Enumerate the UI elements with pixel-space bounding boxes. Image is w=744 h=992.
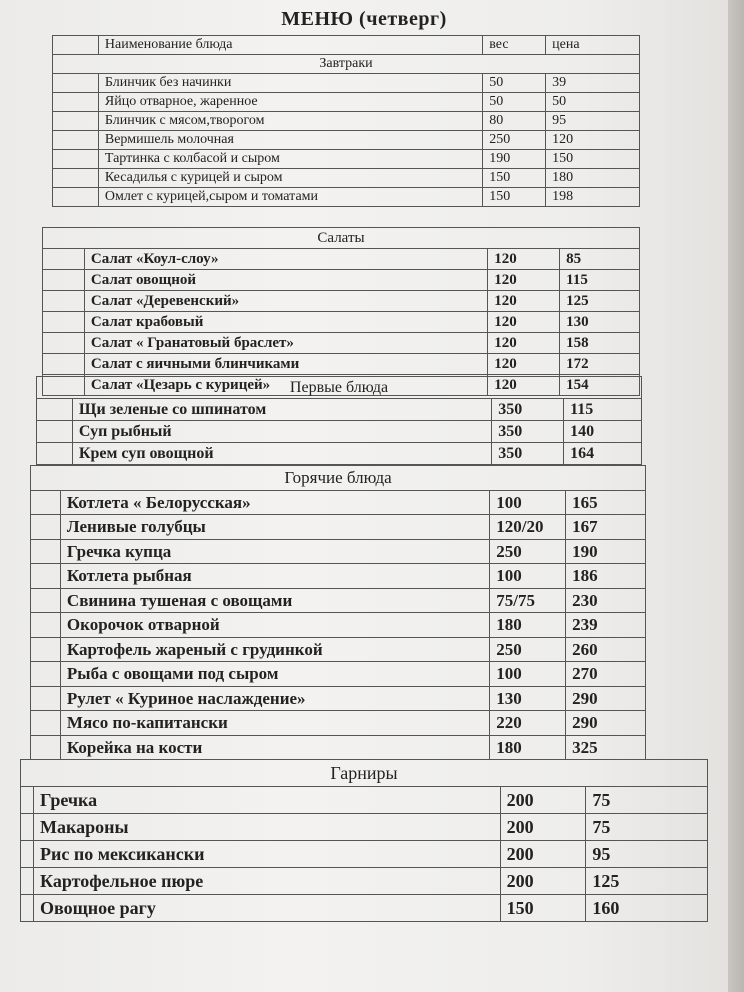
header-price: цена [546, 36, 640, 55]
item-name: Свинина тушеная с овощами [60, 588, 489, 613]
item-name: Корейка на кости [60, 735, 489, 760]
empty-cell [31, 735, 61, 760]
item-name: Вермишель молочная [98, 131, 482, 150]
menu-item-row [31, 637, 646, 662]
item-price: 150 [546, 150, 640, 169]
item-price: 270 [566, 662, 646, 687]
menu-item-row [21, 814, 708, 841]
item-weight: 250 [490, 637, 566, 662]
item-name: Макароны [34, 814, 501, 841]
item-price: 186 [566, 564, 646, 589]
section-title: Завтраки [53, 55, 640, 74]
item-price: 165 [566, 490, 646, 515]
menu-item-row [43, 333, 640, 354]
item-price: 260 [566, 637, 646, 662]
item-name: Овощное рагу [34, 895, 501, 922]
menu-item-row [43, 249, 640, 270]
item-weight: 120 [488, 312, 560, 333]
menu-item-row [43, 312, 640, 333]
item-name: Кесадилья с курицей и сыром [98, 169, 482, 188]
item-name: Мясо по-капитански [60, 711, 489, 736]
item-weight: 350 [492, 399, 564, 421]
empty-cell [21, 814, 34, 841]
item-price: 125 [586, 868, 708, 895]
sheet-edge [728, 0, 744, 992]
item-price: 50 [546, 93, 640, 112]
menu-item-row [53, 150, 640, 169]
item-weight: 120 [488, 249, 560, 270]
item-name: Котлета « Белорусская» [60, 490, 489, 515]
menu-item-row [21, 895, 708, 922]
item-weight: 150 [483, 188, 546, 207]
item-name: Котлета рыбная [60, 564, 489, 589]
empty-cell [31, 588, 61, 613]
item-weight: 150 [500, 895, 586, 922]
item-price: 115 [560, 270, 640, 291]
menu-item-row [37, 443, 642, 465]
menu-item-row [53, 169, 640, 188]
item-name: Салат овощной [84, 270, 487, 291]
item-price: 120 [546, 131, 640, 150]
item-weight: 120/20 [490, 515, 566, 540]
empty-cell [43, 312, 85, 333]
empty-cell [43, 270, 85, 291]
menu-item-row [43, 354, 640, 375]
item-name: Салат крабовый [84, 312, 487, 333]
item-name: Окорочок отварной [60, 613, 489, 638]
item-price: 230 [566, 588, 646, 613]
item-name: Салат «Цезарь с курицей» [84, 375, 487, 396]
item-price: 172 [560, 354, 640, 375]
salads-table [42, 227, 640, 396]
item-name: Яйцо отварное, жаренное [98, 93, 482, 112]
section-title: Гарниры [21, 760, 708, 787]
item-name: Салат «Деревенский» [84, 291, 487, 312]
hot-dishes-table [30, 465, 646, 760]
empty-cell [43, 354, 85, 375]
item-weight: 100 [490, 490, 566, 515]
item-price: 85 [560, 249, 640, 270]
empty-cell [53, 131, 99, 150]
empty-cell [43, 249, 85, 270]
empty-cell [21, 895, 34, 922]
item-weight: 250 [483, 131, 546, 150]
item-name: Рис по мексикански [34, 841, 501, 868]
section-title: Салаты [43, 228, 640, 249]
item-weight: 100 [490, 662, 566, 687]
empty-cell [31, 613, 61, 638]
header-row [53, 36, 640, 55]
item-weight: 220 [490, 711, 566, 736]
menu-item-row [43, 291, 640, 312]
empty-cell [31, 564, 61, 589]
item-name: Рыба с овощами под сыром [60, 662, 489, 687]
section-row-hot-dishes [31, 466, 646, 491]
empty-cell [53, 150, 99, 169]
empty-cell [21, 841, 34, 868]
menu-item-row [53, 188, 640, 207]
empty-cell [37, 399, 73, 421]
item-weight: 120 [488, 270, 560, 291]
item-price: 290 [566, 711, 646, 736]
item-name: Блинчик с мясом,творогом [98, 112, 482, 131]
section-row-breakfast [53, 55, 640, 74]
menu-item-row [53, 93, 640, 112]
soups-table [36, 376, 642, 465]
item-price: 198 [546, 188, 640, 207]
item-weight: 50 [483, 93, 546, 112]
item-name: Омлет с курицей,сыром и томатами [98, 188, 482, 207]
item-name: Суп рыбный [72, 421, 491, 443]
empty-cell [31, 539, 61, 564]
item-name: Картофель жареный с грудинкой [60, 637, 489, 662]
item-weight: 200 [500, 868, 586, 895]
empty-cell [31, 515, 61, 540]
empty-cell [21, 787, 34, 814]
breakfast-table [52, 35, 640, 207]
item-weight: 350 [492, 421, 564, 443]
menu-item-row [53, 74, 640, 93]
empty-cell [53, 188, 99, 207]
item-weight: 80 [483, 112, 546, 131]
item-price: 125 [560, 291, 640, 312]
item-price: 160 [586, 895, 708, 922]
item-name: Салат с яичными блинчиками [84, 354, 487, 375]
item-weight: 120 [488, 375, 560, 396]
item-name: Салат « Гранатовый браслет» [84, 333, 487, 354]
item-price: 75 [586, 814, 708, 841]
menu-item-row [31, 613, 646, 638]
item-price: 140 [564, 421, 642, 443]
section-row-soups [37, 377, 642, 399]
item-name: Блинчик без начинки [98, 74, 482, 93]
item-price: 154 [560, 375, 640, 396]
menu-item-row [31, 662, 646, 687]
item-price: 167 [566, 515, 646, 540]
menu-item-row [31, 735, 646, 760]
item-price: 180 [546, 169, 640, 188]
item-price: 239 [566, 613, 646, 638]
menu-item-row [21, 841, 708, 868]
item-price: 164 [564, 443, 642, 465]
empty-cell [31, 711, 61, 736]
item-weight: 200 [500, 814, 586, 841]
item-name: Гречка купца [60, 539, 489, 564]
empty-cell [31, 662, 61, 687]
item-weight: 75/75 [490, 588, 566, 613]
menu-item-row [21, 868, 708, 895]
item-weight: 180 [490, 735, 566, 760]
item-price: 290 [566, 686, 646, 711]
item-name: Щи зеленые со шпинатом [72, 399, 491, 421]
empty-cell [53, 93, 99, 112]
empty-cell [53, 169, 99, 188]
item-weight: 50 [483, 74, 546, 93]
menu-item-row [43, 270, 640, 291]
empty-cell [53, 36, 99, 55]
section-title: Первые блюда [37, 377, 642, 399]
item-price: 75 [586, 787, 708, 814]
header-weight: вес [483, 36, 546, 55]
item-price: 325 [566, 735, 646, 760]
empty-cell [21, 868, 34, 895]
menu-item-row [31, 539, 646, 564]
menu-item-row [31, 588, 646, 613]
item-weight: 100 [490, 564, 566, 589]
section-title: Горячие блюда [31, 466, 646, 491]
item-weight: 250 [490, 539, 566, 564]
item-price: 158 [560, 333, 640, 354]
menu-item-row [53, 131, 640, 150]
menu-item-row [31, 490, 646, 515]
item-name: Рулет « Куриное наслаждение» [60, 686, 489, 711]
item-weight: 180 [490, 613, 566, 638]
item-name: Тартинка с колбасой и сыром [98, 150, 482, 169]
menu-item-row [31, 564, 646, 589]
menu-item-row [31, 686, 646, 711]
item-weight: 190 [483, 150, 546, 169]
item-weight: 350 [492, 443, 564, 465]
empty-cell [31, 637, 61, 662]
item-name: Крем суп овощной [72, 443, 491, 465]
item-price: 95 [546, 112, 640, 131]
empty-cell [37, 421, 73, 443]
item-price: 130 [560, 312, 640, 333]
header-name: Наименование блюда [98, 36, 482, 55]
item-price: 190 [566, 539, 646, 564]
item-name: Ленивые голубцы [60, 515, 489, 540]
menu-item-row [21, 787, 708, 814]
section-row-garnishes [21, 760, 708, 787]
empty-cell [53, 74, 99, 93]
item-weight: 150 [483, 169, 546, 188]
item-weight: 200 [500, 787, 586, 814]
item-weight: 120 [488, 354, 560, 375]
menu-item-row [37, 399, 642, 421]
section-row-salads [43, 228, 640, 249]
empty-cell [31, 490, 61, 515]
item-price: 39 [546, 74, 640, 93]
item-price: 95 [586, 841, 708, 868]
item-name: Картофельное пюре [34, 868, 501, 895]
empty-cell [37, 443, 73, 465]
menu-item-row [31, 711, 646, 736]
item-name: Салат «Коул-слоу» [84, 249, 487, 270]
item-weight: 120 [488, 333, 560, 354]
menu-item-row [31, 515, 646, 540]
empty-cell [31, 686, 61, 711]
item-weight: 120 [488, 291, 560, 312]
menu-title: МЕНЮ (четверг) [281, 8, 447, 30]
menu-item-row [37, 421, 642, 443]
menu-item-row [53, 112, 640, 131]
empty-cell [43, 291, 85, 312]
empty-cell [53, 112, 99, 131]
item-name: Гречка [34, 787, 501, 814]
item-weight: 130 [490, 686, 566, 711]
item-weight: 200 [500, 841, 586, 868]
item-price: 115 [564, 399, 642, 421]
garnishes-table [20, 759, 708, 922]
empty-cell [43, 333, 85, 354]
